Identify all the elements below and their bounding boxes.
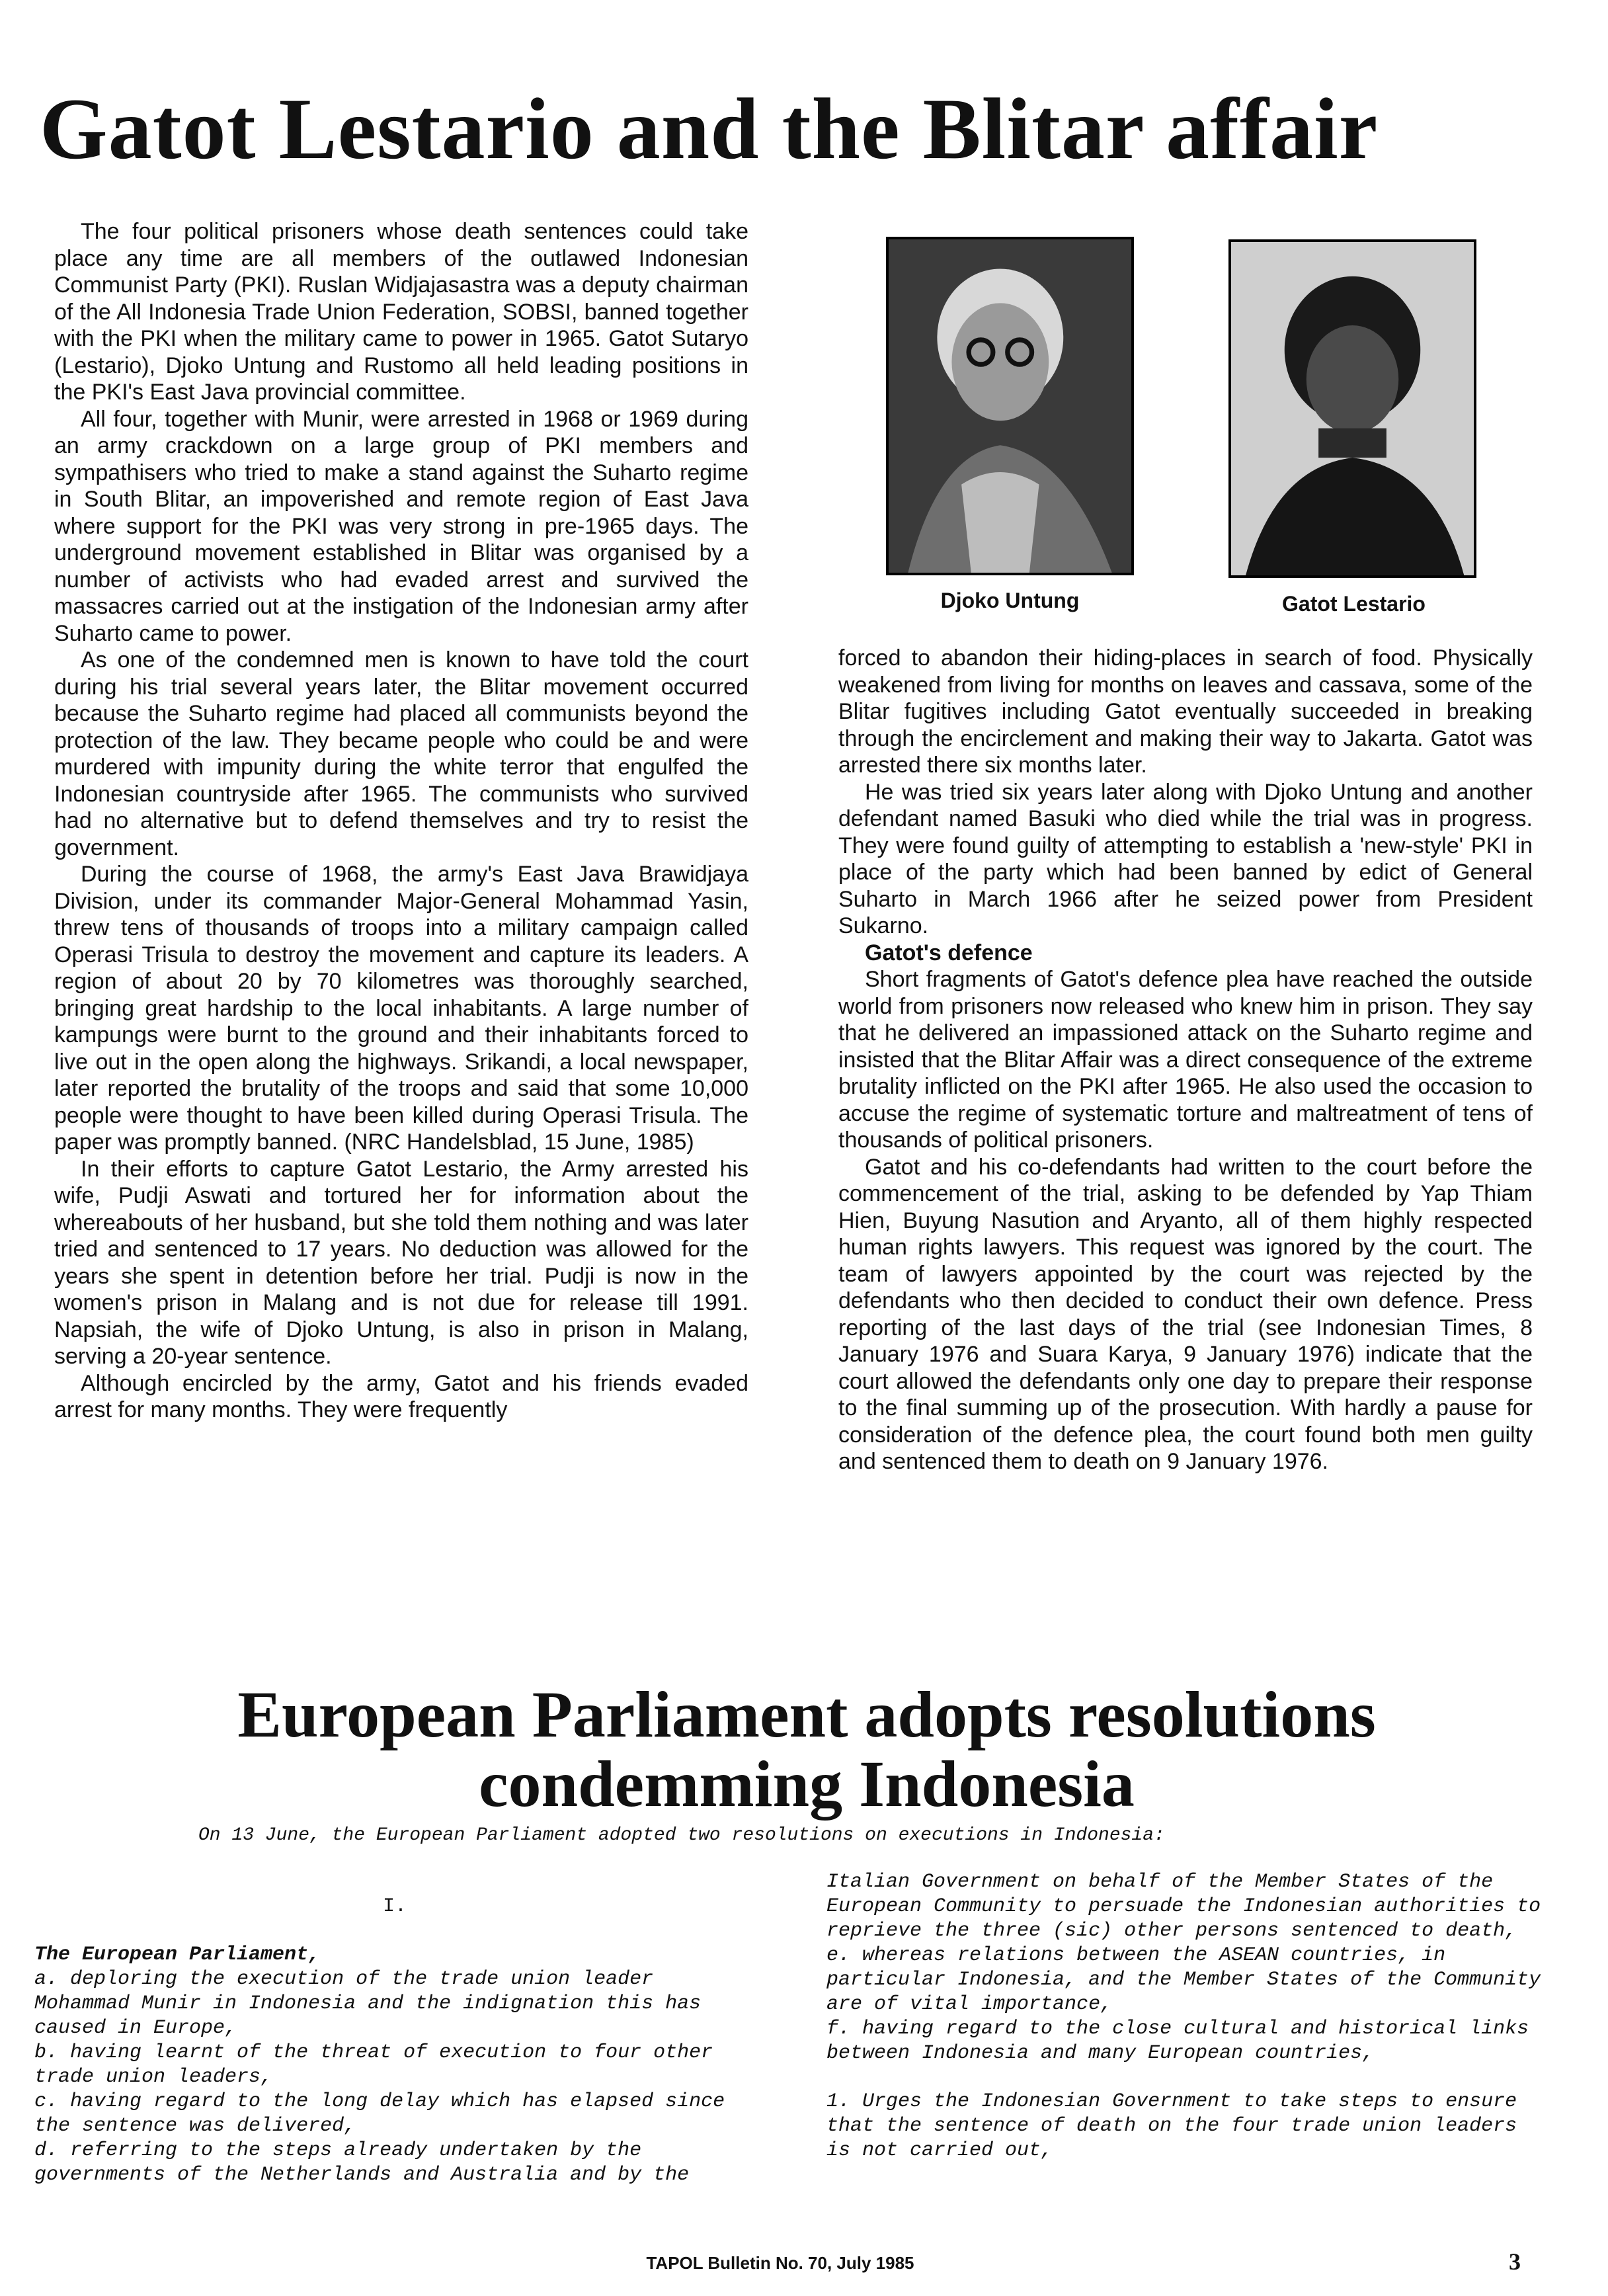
resolution-right-column bbox=[826, 1870, 1547, 2163]
photo-caption: Gatot Lestario bbox=[1282, 592, 1426, 616]
photo-caption: Djoko Untung bbox=[940, 589, 1080, 612]
resolution-line: f. having regard to the close cultural and historical links between Indonesia and many European countries, bbox=[826, 2018, 1529, 2065]
article-right-column bbox=[838, 645, 1533, 1475]
resolution-line: d. referring to the steps already undertaken by the governments of the Netherlands and Australia and by the bbox=[34, 2139, 690, 2186]
section-subheading: Gatot's defence bbox=[865, 940, 1033, 965]
paragraph: Although encircled by the army, Gatot and his friends evaded arrest for many months. They were frequently bbox=[54, 1370, 748, 1422]
paragraph: During the course of 1968, the army's East Java Brawidjaya Division, under its commander Major-General Mohammad Yasin, threw tens of thousands of troops into a military campaign called Operasi Trisula to destroy the movement and capture its leaders. A region of about 20 by 70 kilometres was thoroughly searched, bringing great hardship to the local inhabitants. A large number of kampungs were burnt to the ground and their inhabitants forced to live out in the open along the highways. Srikandi, a local newspaper, later reported the brutality of the troops and said that some 10,000 people were thought to have been killed during Operasi Trisula. The paper was promptly banned. (NRC Handelsblad, 15 June, 1985) bbox=[54, 862, 748, 1155]
photo-djoko-untung bbox=[886, 237, 1134, 575]
resolution-line: e. whereas relations between the ASEAN countries, in particular Indonesia, and the Member States of the Community are of vital importance, bbox=[826, 1944, 1541, 2016]
portrait-photo-icon bbox=[1231, 242, 1474, 575]
resolution-line: The European Parliament, bbox=[34, 1944, 321, 1966]
paragraph: The four political prisoners whose death sentences could take place any time are all members of the outlawed Indonesian Communist Party (PKI). Ruslan Widjajasastra was a deputy chairman of the All Indonesia Trade Union Federation, SOBSI, banned together with the PKI when the military came to power in 1965. Gatot Sutaryo (Lestario), Djoko Untung and Rustomo all held leading positions in the PKI's East Java provincial committee. bbox=[54, 219, 748, 405]
paragraph: Gatot and his co-defendants had written to the court before the commencement of the trial, asking to be defended by Yap Thiam Hien, Buyung Nasution and Aryanto, all of them highly respected human rights lawyers. This request was ignored by the court. The team of lawyers appointed by the court was rejected by the defendants who then decided to conduct their own defence. Press reporting of the last days of the trial (see Indonesian Times, 8 January 1976 and Suara Karya, 9 January 1976) indicate that the court allowed the defendants only one day to prepare their response to the final summing up of the prosecution. With hardly a pause for consideration of the defence plea, the court found both men guilty and sentenced them to death on 9 January 1976. bbox=[838, 1154, 1533, 1474]
article-left-column bbox=[54, 218, 748, 1424]
portrait-photo-icon bbox=[889, 239, 1131, 573]
resolution-line: Italian Government on behalf of the Member States of the European Community to persuade the Indonesian authorities to reprieve the three (sic) other persons sentenced to death, bbox=[826, 1871, 1541, 1942]
resolution-line: c. having regard to the long delay which has elapsed since the sentence was delivered, bbox=[34, 2090, 725, 2137]
article-title: Gatot Lestario and the Blitar affair bbox=[40, 80, 1379, 177]
page-number: 3 bbox=[1509, 2248, 1521, 2275]
resolution-line: b. having learnt of the threat of execution to four other trade union leaders, bbox=[34, 2041, 713, 2088]
paragraph: forced to abandon their hiding-places in search of food. Physically weakened from living for months on leaves and cassava, some of the Blitar fugitives including Gatot eventually succeeded in breaking through the encirclement and making their way to Jakarta. Gatot was arrested there six months later. bbox=[838, 645, 1533, 778]
article-title bbox=[40, 1680, 1574, 1819]
resolution-left-column bbox=[34, 1895, 755, 2188]
title-line: European Parliament adopts resolutions bbox=[237, 1678, 1376, 1751]
resolution-intro: On 13 June, the European Parliament adopted two resolutions on executions in Indonesia: bbox=[198, 1825, 1165, 1846]
paragraph: Short fragments of Gatot's defence plea have reached the outside world from prisoners now released who knew him in prison. They say that he delivered an impassioned attack on the Suharto regime and insisted that the Blitar Affair was a direct consequence of the extreme brutality inflicted on the PKI after 1965. He also used the occasion to accuse the regime of systematic torture and maltreatment of tens of thousands of political prisoners. bbox=[838, 967, 1533, 1153]
paragraph: In their efforts to capture Gatot Lestario, the Army arrested his wife, Pudji Aswati and tortured her for information about the whereabouts of her husband, but she told them nothing and was later tried and sentenced to 17 years. No deduction was allowed for the years she spent in detention before her trial. Pudji is now in the women's prison in Malang and is not due for release till 1991. Napsiah, the wife of Djoko Untung, is also in prison in Malang, serving a 20-year sentence. bbox=[54, 1156, 748, 1369]
resolution-line: a. deploring the execution of the trade union leader Mohammad Munir in Indonesia and the indignation this has caused in Europe, bbox=[34, 1968, 702, 2039]
title-line: condemming Indonesia bbox=[479, 1747, 1135, 1821]
resolution-clause: 1. Urges the Indonesian Government to take steps to ensure that the sentence of death on the four trade union leaders is not carried out, bbox=[826, 2090, 1517, 2162]
photo-gatot-lestario bbox=[1228, 239, 1476, 578]
resolution-numeral: I. bbox=[382, 1895, 407, 1918]
paragraph: He was tried six years later along with Djoko Untung and another defendant named Basuki who died while the trial was in progress. They were found guilty of attempting to establish a 'new-style' PKI in place of the party which had been banned by edict of General Suharto in March 1966 after he seized power from President Sukarno. bbox=[838, 779, 1533, 938]
publication-footer: TAPOL Bulletin No. 70, July 1985 bbox=[646, 2253, 914, 2273]
paragraph: All four, together with Munir, were arrested in 1968 or 1969 during an army crackdown on a large group of PKI members and sympathisers who tried to make a stand against the Suharto regime in South Blitar, an impoverished and remote region of East Java where support for the PKI was very strong in pre-1965 days. The underground movement established in Blitar was organised by a number of activists who had evaded arrest and survived the massacres carried out at the instigation of the Indonesian army after Suharto came to power. bbox=[54, 406, 748, 646]
paragraph: As one of the condemned men is known to have told the court during his trial several years later, the Blitar movement occurred because the Suharto regime had placed all communists beyond the protection of the law. They became people who could be and were murdered with impunity during the white terror that engulfed the Indonesian countryside after 1965. The communists who survived had no alternative but to defend themselves and try to resist the government. bbox=[54, 647, 748, 860]
